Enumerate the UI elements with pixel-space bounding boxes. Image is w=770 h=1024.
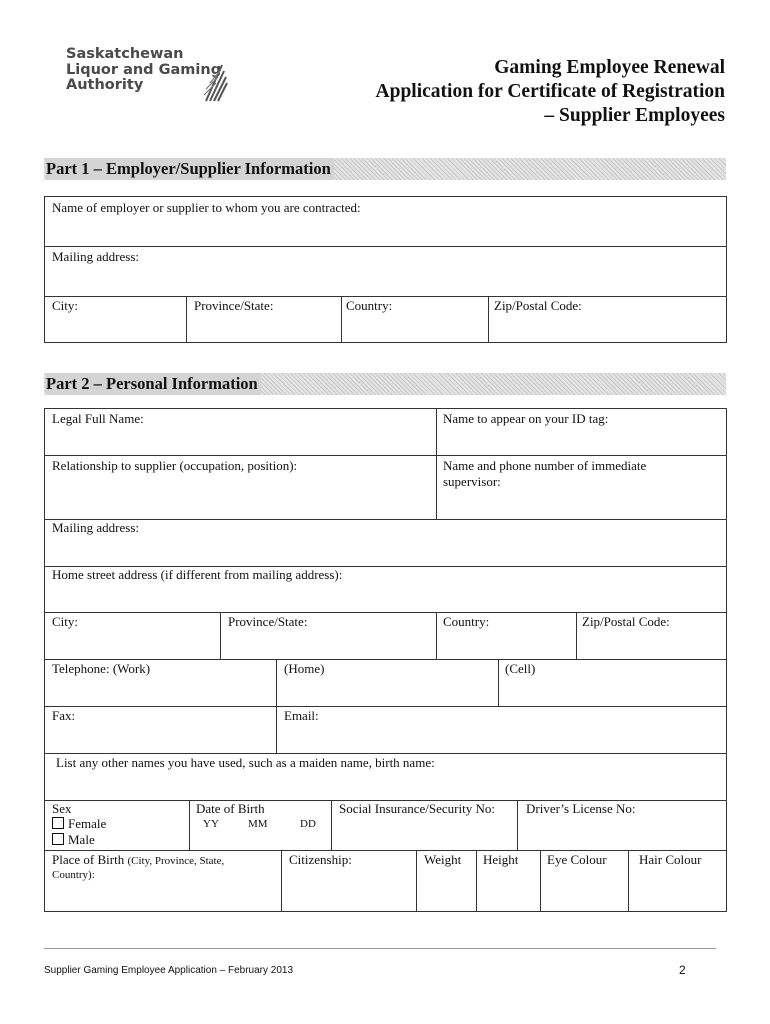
divider [517,800,518,850]
divider [189,800,190,850]
telephone-home-field[interactable]: (Home) [284,661,325,676]
part2-table [44,408,727,912]
divider [498,659,499,706]
sin-field[interactable]: Social Insurance/Security No: [339,801,495,816]
title-line-2: Application for Certificate of Registration [375,81,725,102]
logo-line-1: Saskatchewan [66,46,184,62]
divider [436,409,437,519]
part2-heading: Part 2 – Personal Information [46,373,261,395]
zip-field[interactable]: Zip/Postal Code: [494,298,582,313]
pob-hint-line2: Country): [52,869,95,881]
hair-colour-field[interactable]: Hair Colour [639,852,702,867]
home-address-field[interactable]: Home street address (if different from mailing address): [52,567,343,582]
logo-line-3: Authority [66,77,144,93]
zip-field[interactable]: Zip/Postal Code: [582,614,670,629]
province-field[interactable]: Province/State: [194,298,274,313]
male-option[interactable] [52,832,95,848]
supervisor-field-line2: supervisor: [443,474,501,489]
page-number: 2 [679,963,686,977]
city-field[interactable]: City: [52,614,79,629]
mailing-address-field[interactable]: Mailing address: [52,520,140,535]
female-checkbox[interactable] [52,817,64,829]
height-field[interactable]: Height [483,852,519,867]
dob-dd-label: DD [300,818,316,830]
logo-line-2: Liquor and Gaming [66,61,222,78]
other-names-field[interactable]: List any other names you have used, such as a maiden name, birth name: [56,755,435,770]
divider [576,612,577,659]
province-field[interactable]: Province/State: [228,614,308,629]
divider [45,753,726,754]
dob-yy-label: YY [203,818,219,830]
female-option[interactable] [52,816,106,832]
mailing-address-field[interactable]: Mailing address: [52,249,140,264]
supervisor-field[interactable]: Name and phone number of immediate [443,458,647,473]
drivers-license-field[interactable]: Driver’s License No: [526,801,636,816]
dob-mm-label: MM [248,818,268,830]
fax-field[interactable]: Fax: [52,708,76,723]
email-field[interactable]: Email: [284,708,319,723]
footer-divider [44,948,716,949]
country-field[interactable]: Country: [346,298,393,313]
divider [45,850,726,851]
part2-header [44,373,726,395]
wheat-sheaf-icon [202,61,228,103]
divider [436,612,437,659]
divider [416,850,417,911]
telephone-cell-field[interactable]: (Cell) [505,661,536,676]
legal-name-field[interactable]: Legal Full Name: [52,411,144,426]
telephone-work-field[interactable]: Telephone: (Work) [52,661,151,676]
divider [45,706,726,707]
divider [45,246,726,247]
citizenship-field[interactable]: Citizenship: [289,852,352,867]
part1-table [44,196,727,343]
female-label: Female [68,816,107,831]
slga-logo [66,47,241,107]
id-tag-field[interactable]: Name to appear on your ID tag: [443,411,609,426]
divider [488,296,489,342]
male-checkbox[interactable] [52,833,64,845]
divider [45,659,726,660]
divider [45,519,726,520]
country-field[interactable]: Country: [443,614,490,629]
eye-colour-field[interactable]: Eye Colour [547,852,607,867]
divider [476,850,477,911]
title-line-1: Gaming Employee Renewal [494,57,725,78]
divider [331,800,332,850]
divider [341,296,342,342]
male-label: Male [68,832,95,847]
divider [45,612,726,613]
divider [540,850,541,911]
city-field[interactable]: City: [52,298,79,313]
part1-heading: Part 1 – Employer/Supplier Information [46,158,334,180]
part1-header [44,158,726,180]
relationship-field[interactable]: Relationship to supplier (occupation, position): [52,458,298,473]
divider [628,850,629,911]
divider [220,612,221,659]
divider [45,455,726,456]
employer-field[interactable]: Name of employer or supplier to whom you are contracted: [52,200,361,215]
divider [281,850,282,911]
date-of-birth-field[interactable]: Date of Birth [196,801,265,816]
form-title [376,56,725,128]
footer-text: Supplier Gaming Employee Application – February 2013 [44,965,294,976]
weight-field[interactable]: Weight [424,852,462,867]
title-line-3: – Supplier Employees [544,105,725,126]
divider [186,296,187,342]
sex-label: Sex [52,801,72,816]
divider [45,296,726,297]
pob-hint: (City, Province, State, [127,855,225,867]
pob-label: Place of Birth [52,852,125,867]
